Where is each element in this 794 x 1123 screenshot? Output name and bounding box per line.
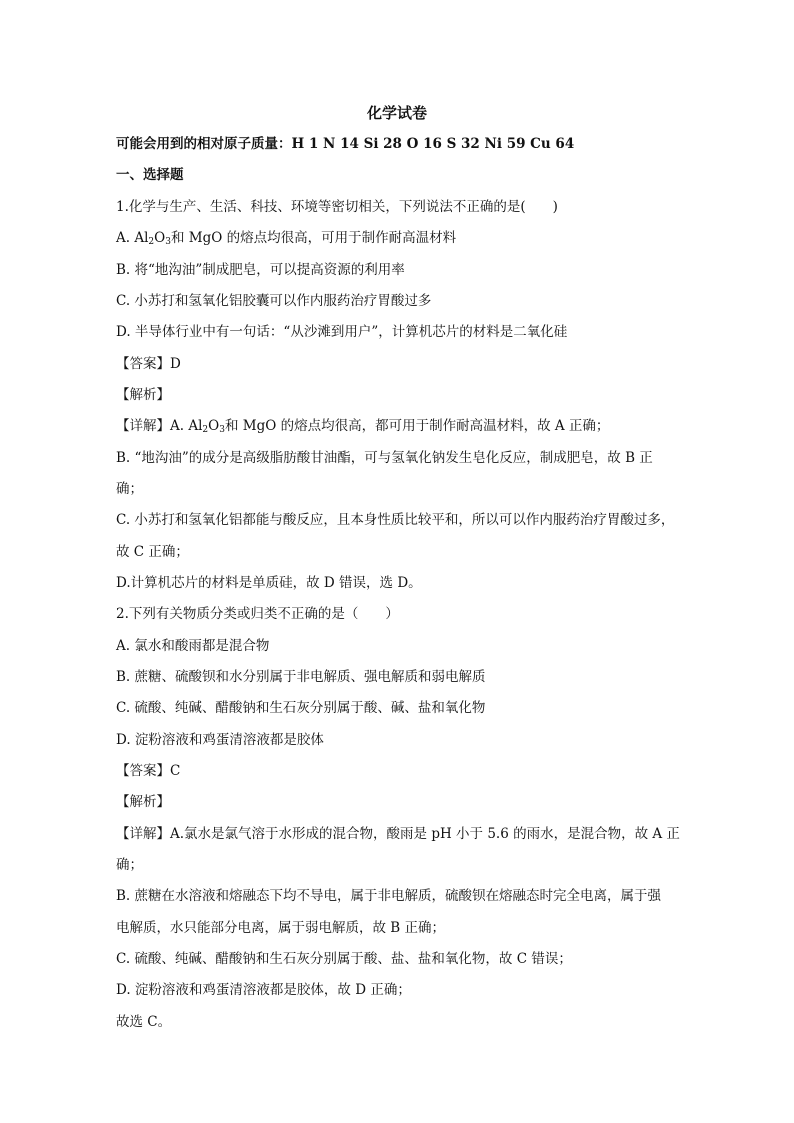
q2-detail-a-line2: 确； — [116, 857, 143, 873]
q2-detail-c: C. 硫酸、纯碱、醋酸钠和生石灰分别属于酸、盐、盐和氧化物，故 C 错误； — [116, 951, 572, 967]
q2-detail-b-line2: 电解质，水只能部分电离，属于弱电解质，故 B 正确； — [116, 920, 446, 936]
page-title: 化学试卷 — [366, 104, 427, 122]
q2-option-c: C. 硫酸、纯碱、醋酸钠和生石灰分别属于酸、碱、盐和氧化物 — [116, 700, 486, 716]
q1-analysis-label: 【解析】 — [116, 387, 170, 403]
q1-option-c: C. 小苏打和氢氧化铝胶囊可以作内服药治疗胃酸过多 — [116, 293, 432, 309]
q2-stem: 2.下列有关物质分类或归类不正确的是（ ） — [116, 606, 399, 622]
q2-answer: 【答案】C — [116, 763, 181, 779]
q1-option-b: B. 将“地沟油”制成肥皂，可以提高资源的利用率 — [116, 262, 405, 278]
q1-detail-b-line2: 确； — [116, 481, 143, 497]
q2-detail-d: D. 淀粉溶液和鸡蛋清溶液都是胶体，故 D 正确； — [116, 982, 411, 998]
atomic-masses: 可能会用到的相对原子质量：H 1 N 14 Si 28 O 16 S 32 Ni 59 Cu 64 — [116, 136, 575, 152]
q2-option-d: D. 淀粉溶液和鸡蛋清溶液都是胶体 — [116, 732, 324, 748]
q1-stem: 1.化学与生产、生活、科技、环境等密切相关，下列说法不正确的是( ) — [116, 199, 558, 215]
q2-analysis-label: 【解析】 — [116, 794, 170, 810]
q1-answer: 【答案】D — [116, 356, 181, 372]
q2-option-b: B. 蔗糖、硫酸钡和水分别属于非电解质、强电解质和弱电解质 — [116, 669, 486, 685]
section-heading: 一、选择题 — [116, 167, 184, 183]
q2-conclusion: 故选 C。 — [116, 1014, 172, 1030]
q1-option-d: D. 半导体行业中有一句话：“从沙滩到用户”，计算机芯片的材料是二氧化硅 — [116, 324, 568, 340]
q1-detail-c-line1: C. 小苏打和氢氧化铝都能与酸反应，且本身性质比较平和，所以可以作内服药治疗胃酸过多， — [116, 512, 675, 528]
q2-detail-b-line1: B. 蔗糖在水溶液和熔融态下均不导电，属于非电解质，硫酸钡在熔融态时完全电离，属于强 — [116, 888, 662, 904]
q2-detail-a-line1: 【详解】A.氯水是氯气溶于水形成的混合物，酸雨是 pH 小于 5.6 的雨水，是混合物，故 A 正 — [116, 826, 680, 842]
q1-detail-a: 【详解】A. $Al_2O_3$和 MgO 的熔点均很高，都可用于制作耐高温材料，故 A 正确； — [116, 418, 610, 435]
q1-detail-c-line2: 故 C 正确； — [116, 544, 189, 560]
q1-option-a: A. $Al_2O_3$和 MgO 的熔点均很高，可用于制作耐高温材料 — [116, 230, 457, 247]
q1-detail-d: D.计算机芯片的材料是单质硅，故 D 错误，选 D。 — [116, 575, 422, 591]
q1-detail-b-line1: B. “地沟油”的成分是高级脂肪酸甘油酯，可与氢氧化钠发生皂化反应，制成肥皂，故 B 正 — [116, 450, 653, 466]
q2-option-a: A. 氯水和酸雨都是混合物 — [116, 638, 270, 654]
